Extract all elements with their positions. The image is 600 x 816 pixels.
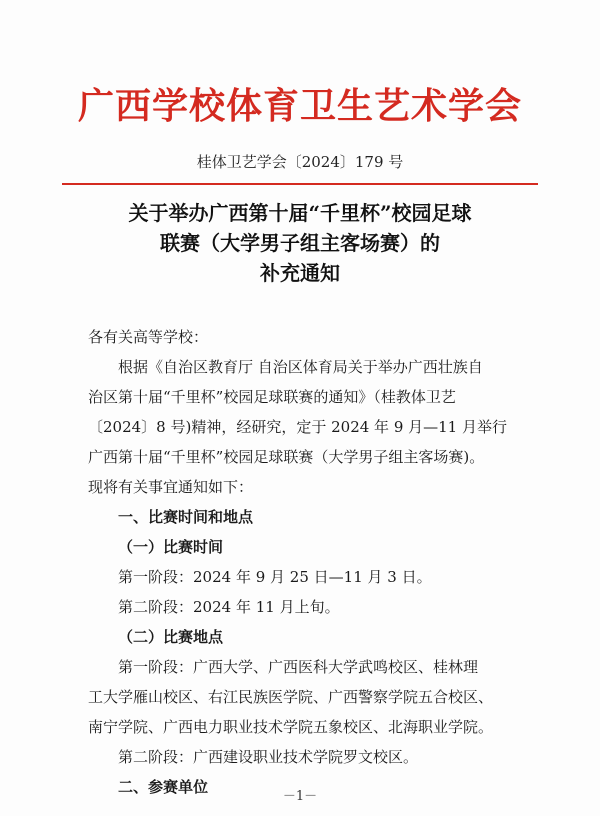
subsection-1-heading: （一）比赛时间 <box>118 538 224 556</box>
stage-1-venue-line-2: 工大学雁山校区、右江民族医学院、广西警察学院五合校区、 <box>88 688 494 706</box>
salutation: 各有关高等学校： <box>88 328 209 346</box>
document-title <box>40 198 560 288</box>
page-number: －1－ <box>282 789 318 804</box>
intro-line-5: 现将有关事宜通知如下： <box>88 478 254 496</box>
stage-2-venue: 第二阶段：广西建设职业技术学院罗文校区。 <box>118 748 419 766</box>
title-line-1: 关于举办广西第十届“千里杯”校园足球 <box>128 201 472 225</box>
document-number: 桂体卫艺学会〔2024〕179 号 <box>196 153 404 171</box>
intro-line-1: 根据《自治区教育厅 自治区体育局关于举办广西壮族自 <box>118 358 483 376</box>
organization-title: 广西学校体育卫生艺术学会 <box>77 85 522 127</box>
intro-line-3: 〔2024〕8 号)精神，经研究，定于 2024 年 9 月—11 月举行 <box>88 418 507 436</box>
stage-1-venue-line-1: 第一阶段：广西大学、广西医科大学武鸣校区、桂林理 <box>118 658 479 676</box>
title-line-2: 联赛（大学男子组主客场赛）的 <box>160 231 440 255</box>
title-line-3: 补充通知 <box>260 261 340 285</box>
stage-1-venue-line-3: 南宁学院、广西电力职业技术学院五象校区、北海职业学院。 <box>88 718 494 736</box>
section-1-heading: 一、比赛时间和地点 <box>118 508 254 526</box>
document-body <box>88 322 528 802</box>
subsection-2-heading: （二）比赛地点 <box>118 628 224 646</box>
section-2-heading: 二、参赛单位 <box>118 778 209 796</box>
intro-line-2: 治区第十届“千里杯”校园足球联赛的通知》（桂教体卫艺 <box>88 388 456 406</box>
red-divider-line <box>62 183 538 185</box>
intro-line-4: 广西第十届“千里杯”校园足球联赛（大学男子组主客场赛)。 <box>88 448 485 466</box>
stage-1-time: 第一阶段：2024 年 9 月 25 日—11 月 3 日。 <box>118 568 432 586</box>
stage-2-time: 第二阶段：2024 年 11 月上旬。 <box>118 598 340 616</box>
